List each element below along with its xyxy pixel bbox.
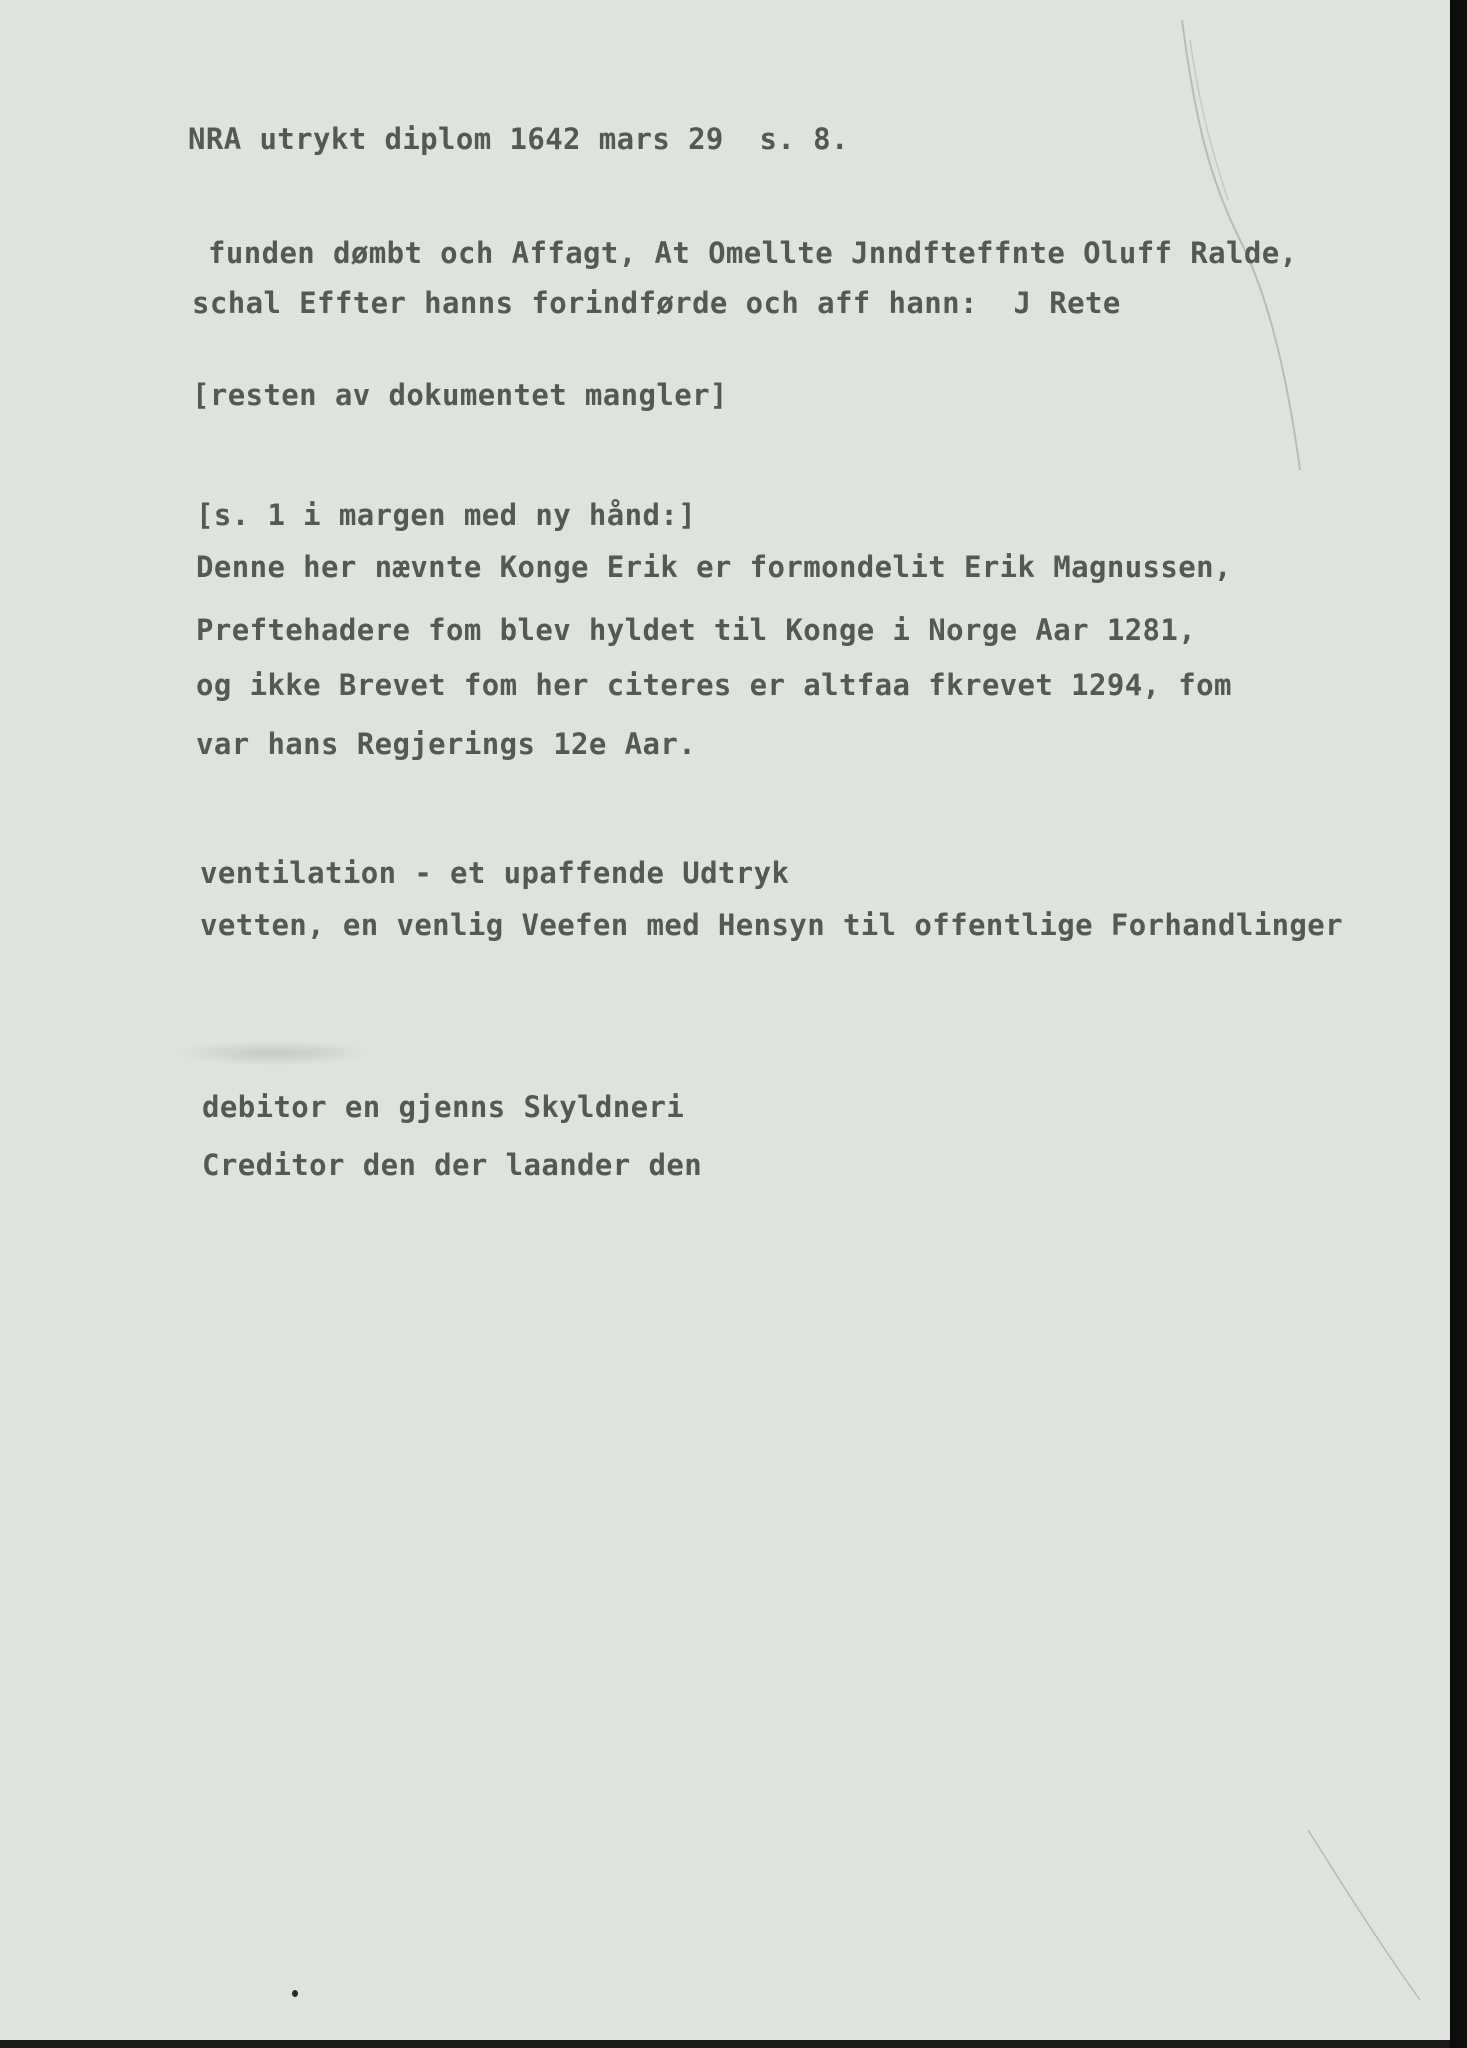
glossary-line: debitor en gjenns Skyldneri: [202, 1090, 685, 1124]
glossary-line: Creditor den der laander den: [202, 1148, 703, 1182]
transcription-line: funden dømbt och Affagt, At Omellte Jnndfteffnte Oluff Ralde,: [208, 236, 1298, 270]
glossary-line: vetten, en venlig Veefen med Hensyn til offentlige Forhandlinger: [200, 908, 1344, 942]
document-header: NRA utrykt diplom 1642 mars 29 s. 8.: [188, 122, 849, 156]
paper-smudge: [175, 1040, 375, 1066]
margin-note-heading: [s. 1 i margen med ny hånd:]: [196, 498, 697, 532]
margin-note-line: Preftehadere fom blev hyldet til Konge i Norge Aar 1281,: [196, 613, 1197, 647]
margin-note-line: og ikke Brevet fom her citeres er altfaa fkrevet 1294, fom: [196, 668, 1232, 702]
margin-note-line: var hans Regjerings 12e Aar.: [196, 727, 697, 761]
margin-note-line: Denne her nævnte Konge Erik er formondelit Erik Magnussen,: [196, 550, 1232, 584]
ink-dot: [292, 1990, 298, 1997]
glossary-line: ventilation - et upaffende Udtryk: [200, 856, 790, 890]
scan-right-border: [1450, 0, 1467, 2048]
editorial-note: [resten av dokumentet mangler]: [192, 378, 728, 412]
transcription-line: schal Effter hanns forindførde och aff hann: J Rete: [192, 286, 1121, 320]
